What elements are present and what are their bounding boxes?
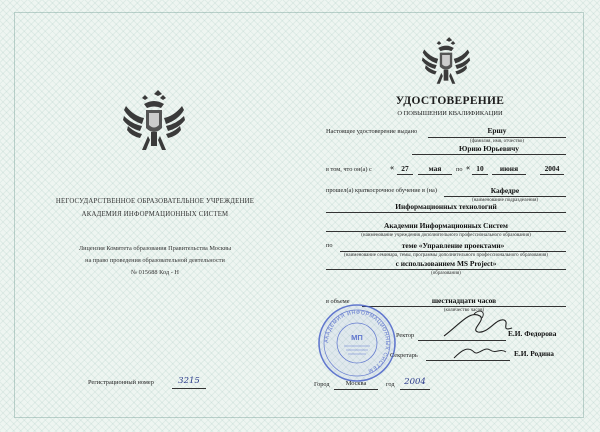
rector-signature: [440, 306, 516, 342]
coat-of-arms-emblem-right: [418, 34, 474, 90]
certificate-title: УДОСТОВЕРЕНИЕ: [395, 95, 505, 107]
date-from-day-line: [397, 174, 413, 175]
dept-name-line: [326, 212, 566, 213]
date-to-day: 10: [476, 164, 484, 173]
recipient-surname: Ершу: [487, 126, 507, 135]
stamp-ring-text: АКАДЕМИЯ ИНФОРМАЦИОННЫХ СИСТЕМ: [323, 309, 391, 374]
reg-number-line: [172, 388, 206, 389]
org-line-1: НЕГОСУДАРСТВЕННОЕ ОБРАЗОВАТЕЛЬНОЕ УЧРЕЖДЕНИЕ: [55, 198, 255, 205]
recipient-given-names: Юрию Юрьевичу: [459, 144, 519, 153]
stamp-center-text: МП: [351, 333, 363, 342]
dept-line: [444, 196, 566, 197]
issue-year-line: [400, 389, 430, 390]
secretary-label: Секретарь: [390, 352, 418, 359]
period-label: в том, что он(а) с: [326, 166, 372, 173]
topic-label: по: [326, 242, 333, 249]
topic-line-2-line: [326, 269, 566, 270]
city: Москва: [345, 380, 367, 387]
surname-line: [428, 137, 566, 138]
hours-caption: (количество часов): [443, 308, 485, 313]
period-year: 2004: [544, 164, 560, 173]
issue-year-handwritten: 2004: [404, 377, 426, 387]
institution-caption: (наименование учреждения дополнительного профессионального образования): [361, 233, 531, 238]
year-label: год: [386, 381, 395, 388]
trained-label: прошел(а) краткосрочное обучение в (на): [326, 187, 437, 194]
issued-to-label: Настоящее удостоверение выдано: [326, 128, 418, 135]
license-line-2: на право проведения образовательной деятельности: [85, 257, 225, 264]
official-stamp: [316, 302, 398, 384]
name-caption: (фамилия, имя, отчество): [470, 139, 524, 144]
rector-label: Ректор: [396, 332, 415, 339]
license-number: № 015688 Код - Н: [131, 269, 179, 276]
city-label: Город: [314, 381, 330, 388]
dept: Кафедре: [490, 186, 520, 195]
hours: шестнадцати часов: [431, 296, 497, 305]
date-to-label: по: [456, 166, 463, 173]
dept-caption: (наименование подразделения): [471, 198, 539, 203]
date-from-month-line: [418, 174, 452, 175]
topic-line-2: с использованием MS Project»: [395, 259, 497, 268]
date-to-month: июня: [499, 164, 519, 173]
given-names-line: [412, 154, 566, 155]
coat-of-arms-emblem-left: [118, 86, 190, 158]
reg-number-label: Регистрационный номер: [88, 379, 154, 386]
year-line: [540, 174, 564, 175]
license-line-1: Лицензия Комитета образования Правительства Москвы: [78, 245, 232, 252]
rector-name: Е.И. Федорова: [508, 329, 557, 338]
date-to-month-line: [492, 174, 526, 175]
program-caption: (образования): [431, 271, 461, 276]
topic-caption: (наименование семинара, темы, программы дополнительного профессионального образования): [344, 253, 548, 258]
volume-label: в объеме: [326, 298, 350, 305]
city-line: [334, 389, 378, 390]
org-line-2: АКАДЕМИЯ ИНФОРМАЦИОННЫХ СИСТЕМ: [81, 211, 229, 218]
topic-line-1-line: [340, 251, 566, 252]
date-to-day-line: [472, 174, 488, 175]
quote-open-to: «: [466, 163, 470, 172]
certificate-subtitle: О ПОВЫШЕНИИ КВАЛИФИКАЦИИ: [397, 110, 503, 117]
topic-line-1: теме «Управление проектами»: [401, 241, 505, 250]
dept-name: Информационных технологий: [395, 202, 497, 211]
institution: Академии Информационных Систем: [384, 221, 508, 230]
quote-open-from: «: [390, 163, 394, 172]
secretary-signature: [452, 340, 508, 362]
institution-line: [326, 231, 566, 232]
reg-number-handwritten: 3215: [178, 376, 200, 386]
date-from-day: 27: [401, 164, 409, 173]
date-from-month: мая: [428, 164, 442, 173]
secretary-name: Е.И. Родина: [514, 349, 554, 358]
